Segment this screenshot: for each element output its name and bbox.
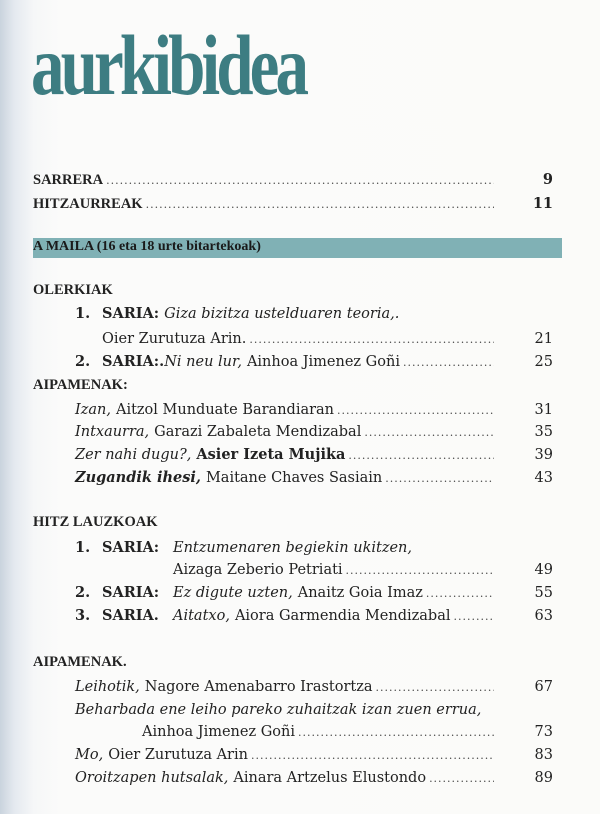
author: Maitane Chaves Sasiain bbox=[205, 470, 383, 486]
prize-entry bbox=[75, 538, 412, 558]
mention-entry bbox=[75, 700, 481, 720]
page-number: 21 bbox=[534, 331, 553, 347]
page-number: 43 bbox=[534, 470, 553, 486]
page-number: 49 bbox=[534, 562, 553, 578]
page-number: 11 bbox=[532, 195, 553, 212]
prize-label: SARIA:. bbox=[102, 353, 165, 370]
mention-entry bbox=[75, 745, 494, 765]
author: Aizaga Zeberio Petriati bbox=[173, 562, 343, 578]
section-title: HITZ LAUZKOAK bbox=[33, 514, 158, 530]
work-title: Ez digute uzten, bbox=[173, 585, 293, 601]
mention-entry bbox=[75, 400, 494, 420]
prize-label: SARIA: bbox=[102, 539, 160, 556]
prize-number: 2. bbox=[75, 353, 91, 370]
section-title: AIPAMENAK: bbox=[33, 377, 128, 393]
prize-number: 3. bbox=[75, 607, 91, 624]
prize-label: SARIA. bbox=[102, 607, 159, 624]
author: Aiora Garmendia Mendizabal bbox=[234, 608, 451, 624]
toc-entry bbox=[33, 170, 494, 190]
page-number: 89 bbox=[534, 770, 553, 786]
dot-leader bbox=[106, 171, 494, 191]
prize-entry-author bbox=[173, 560, 494, 580]
work-title: Zer nahi dugu?, bbox=[75, 447, 192, 463]
work-title: Beharbada ene leiho pareko zuhaitzak izan zuen errua, bbox=[75, 702, 482, 718]
prize-entry bbox=[75, 304, 399, 324]
page-number: 83 bbox=[534, 747, 553, 763]
author: Ainhoa Jimenez Goñi bbox=[246, 354, 400, 370]
prize-label: SARIA: bbox=[102, 584, 160, 601]
mention-entry bbox=[75, 445, 494, 465]
work-title: Intxaurra, bbox=[75, 424, 150, 440]
mention-entry bbox=[75, 468, 494, 488]
author: Aitzol Munduate Barandiaran bbox=[115, 402, 335, 418]
page-number: 73 bbox=[534, 724, 553, 740]
dot-leader bbox=[385, 469, 494, 489]
page-number: 39 bbox=[534, 447, 553, 463]
prize-entry bbox=[75, 606, 494, 626]
dot-leader bbox=[429, 769, 494, 789]
section-heading bbox=[33, 375, 128, 395]
dot-leader bbox=[376, 678, 494, 698]
page-number: 55 bbox=[534, 585, 553, 601]
prize-label: SARIA: bbox=[102, 305, 160, 322]
dot-leader bbox=[454, 607, 495, 627]
section-heading bbox=[33, 652, 127, 672]
toc-entry bbox=[33, 194, 494, 214]
section-title: OLERKIAK bbox=[33, 282, 113, 298]
dot-leader bbox=[146, 195, 494, 215]
prize-entry bbox=[75, 352, 494, 372]
work-title: Leihotik, bbox=[75, 679, 140, 695]
section-heading bbox=[33, 512, 157, 532]
mention-entry-author bbox=[142, 722, 494, 742]
section-heading bbox=[33, 280, 113, 300]
dot-leader bbox=[346, 561, 494, 581]
entry-label: SARRERA bbox=[33, 172, 104, 188]
dot-leader bbox=[337, 401, 494, 421]
section-title: AIPAMENAK. bbox=[33, 654, 127, 670]
dot-leader bbox=[249, 330, 494, 350]
author: Oier Zurutuza Arin. bbox=[102, 331, 247, 347]
page-number: 67 bbox=[534, 679, 553, 695]
page-number: 63 bbox=[534, 608, 553, 624]
dot-leader bbox=[298, 723, 494, 743]
prize-entry-author bbox=[102, 329, 494, 349]
work-title: Aitatxo, bbox=[173, 608, 230, 624]
level-heading-band bbox=[33, 238, 562, 258]
dot-leader bbox=[348, 446, 494, 466]
prize-number: 1. bbox=[75, 539, 91, 556]
author: Nagore Amenabarro Irastortza bbox=[144, 679, 373, 695]
page-number: 25 bbox=[534, 354, 553, 370]
dot-leader bbox=[364, 423, 494, 443]
work-title: Giza bizitza ustelduaren teoria,. bbox=[164, 306, 400, 322]
page-number: 9 bbox=[542, 171, 553, 188]
author: Garazi Zabaleta Mendizabal bbox=[154, 424, 362, 440]
page-number: 31 bbox=[534, 402, 553, 418]
author: Anaitz Goia Imaz bbox=[297, 585, 423, 601]
entry-label: HITZAURREAK bbox=[33, 196, 143, 212]
work-title: Izan, bbox=[75, 402, 111, 418]
mention-entry bbox=[75, 677, 494, 697]
author: Ainhoa Jimenez Goñi bbox=[142, 724, 296, 740]
work-title: Ni neu lur, bbox=[164, 354, 242, 370]
mention-entry bbox=[75, 422, 494, 442]
work-title: Oroitzapen hutsalak, bbox=[75, 770, 229, 786]
level-heading: A MAILA (16 eta 18 urte bitartekoak) bbox=[33, 239, 261, 254]
author: Asier Izeta Mujika bbox=[196, 446, 346, 463]
author: Ainara Artzelus Elustondo bbox=[233, 770, 427, 786]
work-title: Entzumenaren begiekin ukitzen, bbox=[173, 540, 412, 556]
prize-number: 1. bbox=[75, 305, 91, 322]
author: Oier Zurutuza Arin bbox=[108, 747, 248, 763]
page-title: aurkibidea bbox=[31, 17, 306, 113]
page-number: 35 bbox=[534, 424, 553, 440]
dot-leader bbox=[426, 584, 494, 604]
dot-leader bbox=[403, 353, 494, 373]
prize-entry bbox=[75, 583, 494, 603]
work-title: Zugandik ihesi, bbox=[75, 469, 201, 486]
prize-number: 2. bbox=[75, 584, 91, 601]
mention-entry bbox=[75, 768, 494, 788]
work-title: Mo, bbox=[75, 747, 104, 763]
dot-leader bbox=[251, 746, 494, 766]
